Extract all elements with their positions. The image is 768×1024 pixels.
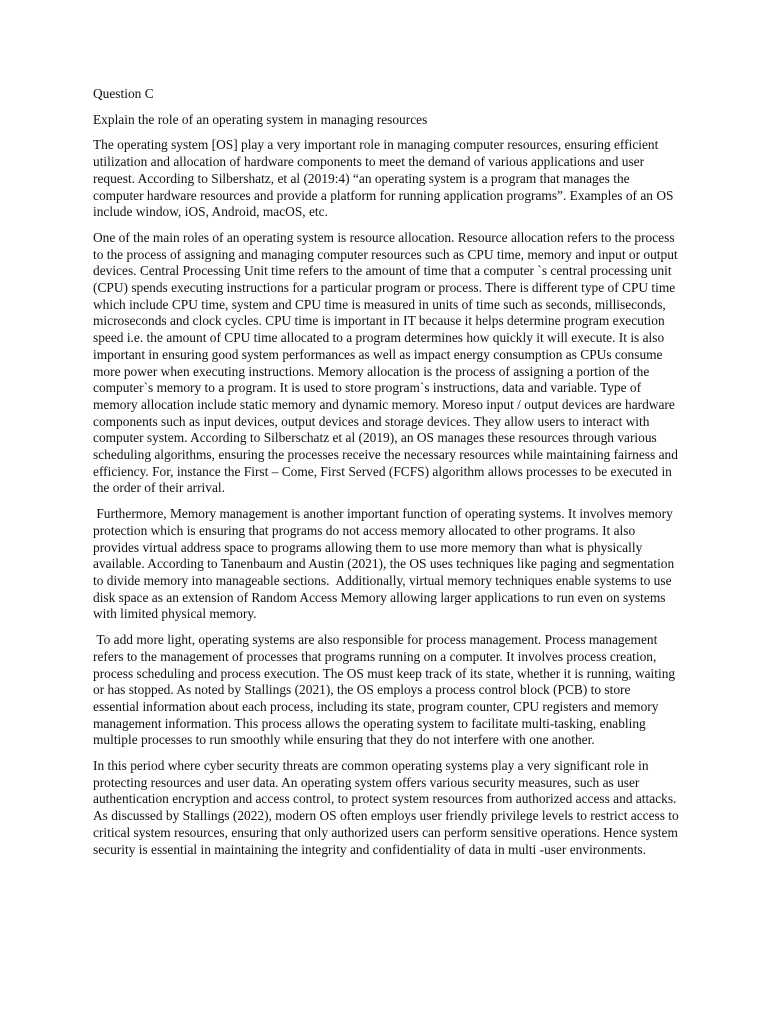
paragraph-resource-allocation: One of the main roles of an operating system is resource allocation. Resource allocation refers to the process to the process of assigning and managing computer resources such as CPU time, memory and input or output devices. Central Processing Unit time refers to the amount of time that a computer `s central processing unit (CPU) spends executing instructions for a particular program or process. There is different type of CPU time which include CPU time, system and CPU time is measured in units of time such as seconds, milliseconds, microseconds and clock cycles. CPU time is important in IT because it helps determine program execution speed i.e. the amount of CPU time allocated to a program determines how quickly it will execute. It is also important in ensuring good system performances as well as impact energy consumption as CPUs consume more power when executing instructions. Memory allocation is the process of assigning a portion of the computer`s memory to a program. It is used to store program`s instructions, data and variable. Type of memory allocation include static memory and dynamic memory. Moreso input / output devices are hardware components such as input devices, output devices and storage devices. They allow users to interact with computer system. According to Silberschatz et al (2019), an OS manages these resources through various scheduling algorithms, ensuring the processes receive the necessary resources while maintaining fairness and efficiency. For, instance the First – Come, First Served (FCFS) algorithm allows processes to be executed in the order of their arrival. <box>93 229 682 496</box>
paragraph-memory-management: Furthermore, Memory management is another important function of operating systems. It involves memory protection which is ensuring that programs do not access memory allocated to other programs. It also provides virtual address space to programs allowing them to use more memory than what is physically available. According to Tanenbaum and Austin (2021), the OS uses techniques like paging and segmentation to divide memory into manageable sections. Additionally, virtual memory techniques enable systems to use disk space as an extension of Random Access Memory allowing larger applications to run even on systems with limited physical memory. <box>93 506 678 622</box>
question-prompt: Explain the role of an operating system in managing resources <box>93 111 428 127</box>
question-heading: Question C <box>93 86 154 101</box>
paragraph-intro: The operating system [OS] play a very important role in managing computer resources, ensuring efficient utilization and allocation of hardware components to meet the demand of various applications and user request. According to Silbershatz, et al (2019:4) “an operating system is a program that manages the computer hardware resources and provide a platform for running application programs”. Examples of an OS include window, iOS, Android, macOS, etc. <box>93 137 677 220</box>
paragraph-security: In this period where cyber security threats are common operating systems play a very significant role in protecting resources and user data. An operating system offers various security measures, such as user authentication encryption and access control, to protect system resources from authorized access and attacks. As discussed by Stallings (2022), modern OS often employs user friendly privilege levels to restrict access to critical system resources, ensuring that only authorized users can perform sensitive operations. Hence system security is essential in maintaining the integrity and confidentiality of data in multi -user environments. <box>93 758 683 857</box>
paragraph-process-management: To add more light, operating systems are also responsible for process management. Process management refers to the management of processes that programs running on a computer. It involves process creation, process scheduling and process execution. The OS must keep track of its state, whether it is running, waiting or has stopped. As noted by Stallings (2021), the OS employs a process control block (PCB) to store essential information about each process, including its state, program counter, CPU registers and memory management information. This process allows the operating system to facilitate multi-tasking, enabling multiple processes to run smoothly while ensuring that they do not interfere with one another. <box>93 632 679 748</box>
document-page <box>93 86 683 867</box>
